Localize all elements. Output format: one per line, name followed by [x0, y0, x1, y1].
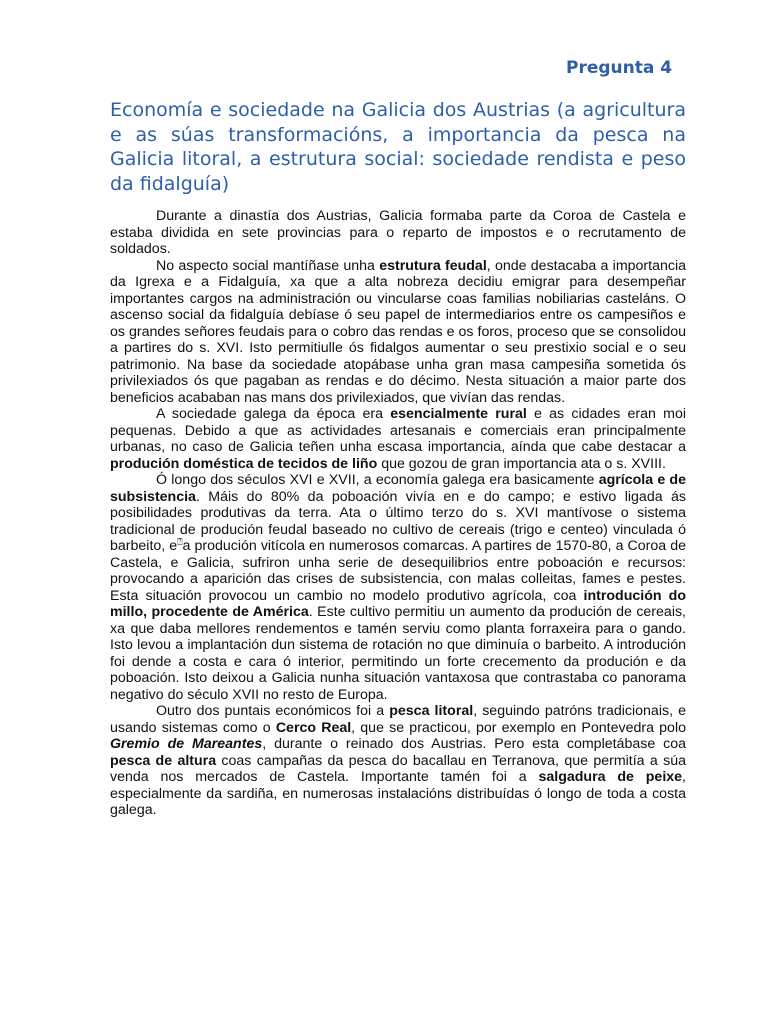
paragraph-5-text-4: , durante o reinado dos Austrias. Pero esta completábase coa: [262, 736, 686, 752]
document-body: [110, 208, 686, 819]
question-label: Pregunta 4: [566, 58, 673, 78]
paragraph-2-bold-1: estrutura feudal: [379, 257, 487, 274]
missing-glyph-symbol: ⍰: [177, 536, 183, 547]
paragraph-5-text-3: , que se practicou, por exemplo en Pontevedra polo: [351, 719, 686, 736]
paragraph-1: [110, 208, 686, 258]
paragraph-1-text: Durante a dinastía dos Austrias, Galicia formaba parte da Coroa de Castela e estaba dividida en sete provincias para o reparto de impostos e o recrutamento de soldados.: [110, 208, 686, 257]
paragraph-5-text-2: , seguindo patróns tradicionais, e usando sistemas como o: [110, 703, 686, 736]
paragraph-4-text-2: . Máis do 80% da poboación vivía en e do campo; e estivo ligada ás posibilidades produtivas da terra. Ata o último terzo do s. XVI mantívose o sistema tradicional de produción feudal baseado no cultivo de cereais (trigo e centeo) vinculada ó barbeito, e: [110, 488, 686, 554]
paragraph-4: [110, 472, 686, 703]
paragraph-2-text-2: , onde destacaba a importancia da Igrexa e a Fidalguía, xa que a alta nobreza decidiu emigrar para desempeñar importantes cargos na administración ou vincularse coas familias nobiliarias casteláns. O ascenso social da fidalguía debíase ó seu papel de intermediarios entre os campesiños e os grandes señores feudais para o cobro das rendas e os foros, proceso que se consolidou a partires do s. XVI. Isto permitiulle ós fidalgos aumentar o seu prestixio social e o seu patrimonio. Na base da sociedade atopábase unha gran masa campesiña sometida ós privilexiados ós que pagaban as rendas e do décimo. Nesta situación a maior parte dos beneficios acababan nas mans dos privilexiados, que vivían das rendas.: [110, 257, 687, 406]
paragraph-3-text-1: A sociedade galega da época era: [156, 406, 391, 422]
paragraph-3-text-2: e as cidades eran moi pequenas. Debido a que as actividades artesanais e comerciais eran principalmente urbanas, no caso de Galicia teñen unha escasa importancia, aínda que cabe destacar a: [110, 406, 686, 455]
paragraph-5-text-6: , especialmente da sardiña, en numerosas instalacións distribuídas ó longo de toda a costa galega.: [110, 769, 686, 818]
paragraph-3-bold-2: produción doméstica de tecidos de liño: [110, 455, 378, 472]
paragraph-2-text-1: No aspecto social mantíñase unha: [156, 257, 380, 274]
paragraph-5-text-1: Outro dos puntais económicos foi a: [156, 703, 390, 719]
paragraph-3-text-3: que gozou de gran importancia ata o s. XVIII.: [377, 455, 666, 472]
paragraph-4-text-4: . Este cultivo permitiu un aumento da produción de cereais, xa que daba mellores rendementos e tamén serviu como planta forraxeira para o gando. Isto levou a implantación dun sistema de rotación no que diminuía o barbeito. A introdución foi dende a costa e cara ó interior, permitindo un forte crecemento da produción e da poboación. Isto deixou a Galicia nunha situación vantaxosa que contrastaba co panorama negativo do século XVII no resto de Europa.: [110, 604, 687, 703]
paragraph-5-bold-3: Gremio de Mareantes: [110, 736, 263, 752]
paragraph-3-bold-1: esencialmente rural: [390, 406, 527, 422]
paragraph-3: [110, 406, 686, 472]
paragraph-5-bold-5: salgadura de peixe: [538, 769, 683, 785]
paragraph-5-bold-4: pesca de altura: [110, 752, 217, 769]
paragraph-4-text-1: Ó longo dos séculos XVI e XVII, a economía galega era basicamente: [156, 472, 599, 488]
document-title: Economía e sociedade na Galicia dos Austrias (a agricultura e as súas transformacións, a importancia da pesca na Galicia litoral, a estrutura social: sociedade rendista e peso da fidalguía): [110, 99, 686, 195]
paragraph-5: [110, 703, 686, 819]
paragraph-4-bold-1: agrícola e de subsistencia: [110, 472, 686, 505]
paragraph-5-bold-2: Cerco Real: [275, 719, 352, 736]
paragraph-5-bold-1: pesca litoral: [389, 703, 474, 719]
paragraph-4-bold-2: introdución do millo, procedente de América: [110, 587, 686, 620]
paragraph-2: [110, 258, 686, 407]
paragraph-4-text-3: a produción vitícola en numerosos comarcas. A partires de 1570-80, a Coroa de Castela, e Galicia, sufriron unha serie de desequilibrios entre poboación e recursos: provocando a aparición das crises de subsistencia, con malas colleitas, fames e pestes. Esta situación provocou un cambio no modelo produtivo agrícola, coa: [110, 538, 686, 604]
paragraph-5-text-5: coas campañas da pesca do bacallau en Terranova, que permitía a súa venda nos mercados de Castela. Importante tamén foi a: [110, 752, 686, 785]
